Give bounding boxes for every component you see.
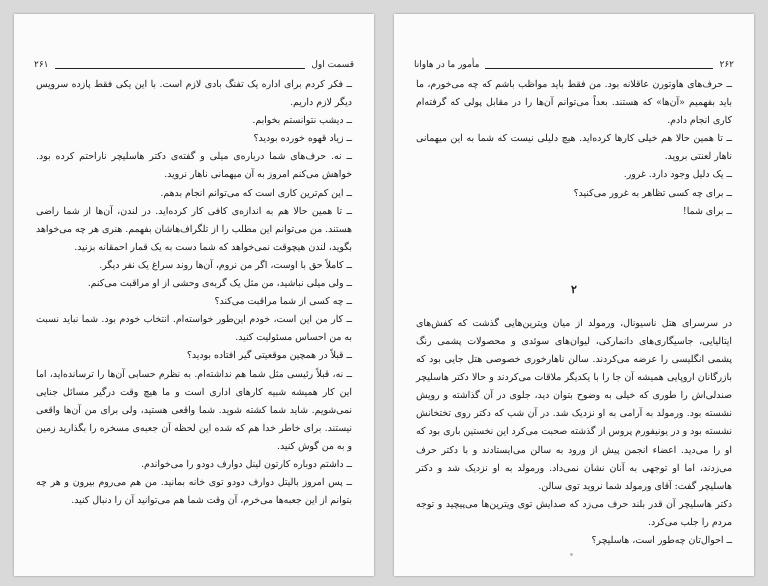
running-title: مأمور ما در هاوانا [414, 60, 480, 70]
left-page-header [34, 58, 354, 72]
paragraph: در سرسرای هتل ناسیونال، ورمولد از میان ویترین‌هایی گذشت که کفش‌های ایتالیایی، جاسیگاری‌های دانمارکی، لیوان‌های سوئدی و محصولات پشمی رنگ پشمی انگلیسی را عرضه می‌کردند. سالن ناهارخوری خصوصی هتل جایی بود که بازرگانان اروپایی همیشه آن جا را با یکدیگر ملاقات می‌کردند و حالا دکتر هاسلیچر صندلی‌اش را طوری که خیلی به وضوح بتوان دید، جلوی در آن گذاشته و رویش نشسته بود. ورمولد به آرامی به او نزدیک شد. در آن شب که دکتر روی تختخانش نشسته بود و در یونیفورم پروس از گذشته صحبت می‌کرد این نخستین باری بود که او را می‌دید. اعضاء انجمن پیش از ورود به سالن می‌ایستادند و با دکتر حرف می‌زدند، اما او توجهی به آنان نشان نمی‌داد. ورمولد به او نزدیک شد و دکتر هاسلیچر گفت: آقای ورمولد شما نروید توی سالن. [416, 317, 732, 492]
paragraph: ــ ولی میلی نباشید، من مثل یک گربه‌ی وحشی از او مراقبت می‌کنم. [87, 278, 352, 290]
left-page [14, 14, 374, 576]
header-rule [485, 61, 713, 69]
left-page-body [36, 76, 352, 510]
paragraph: ــ فکر کردم برای اداره یک تفنگ بادی لازم است. با این یکی فقط پازده سرویس دیگر لازم داریم. [36, 79, 352, 109]
paragraph: ــ دیشب نتوانستم بخوابم. [252, 115, 352, 127]
paragraph: ــ تا همین حالا هم خیلی کارها کرده‌اید. هیچ دلیلی نیست که شما به این میهمانی ناهار لعنتی بروید. [416, 133, 732, 163]
header-rule [55, 61, 306, 69]
paragraph: ــ نه، قبلاً رئیسی مثل شما هم نداشته‌ام. به نظرم حسابی آن‌ها را ترسانده‌اید، اما این کار همیشه شبیه کارهای اداری است و ما هیچ وقت درگیر مسائل جنایی نمی‌شویم. شاید شما کشته شوید. شما واقعی هستید، ولی برای من آن‌ها واقعی نیستند. برای خاطر خدا هم که شده این لحظه آن جعبه‌ی مسخره را بگذارید زمین و به من گوش کنید. [36, 368, 352, 452]
paragraph: ــ برای شما! [682, 205, 732, 217]
paragraph: ــ کار من این است، خودم این‌طور خواسته‌ام. انتخاب خودم بود. شما نباید نسبت به من احساس مسئولیت کنید. [36, 314, 352, 344]
paragraph: دکتر هاسلیچر آن قدر بلند حرف می‌زد که صدایش توی ویترین‌ها می‌پیچید و توجه مردم را جلب می‌کرد. [416, 498, 732, 528]
page-number: ۲۶۲ [719, 60, 734, 70]
paragraph: ــ زیاد قهوه خورده بودید؟ [253, 133, 352, 145]
paragraph: ــ این کم‌ترین کاری است که می‌توانم انجام بدهم. [160, 187, 352, 199]
paragraph: ــ یک دلیل وجود دارد. غرور. [623, 169, 732, 181]
paragraph: ــ حرف‌های هاوتورن عاقلانه بود. من فقط باید مواظب باشم که چه می‌خورم، ما باید بفهمیم «آن‌ها» که هستند. بعداً می‌توانم آن‌ها را در مقابل پولی که گرفته‌ام کاری انجام دادم. [416, 79, 732, 127]
paragraph: ــ برای چه کسی تظاهر به غرور می‌کنید؟ [573, 187, 732, 199]
page-number: ۲۶۱ [34, 60, 49, 70]
right-page [394, 14, 754, 576]
scan-speck [570, 553, 573, 556]
right-page-body [416, 76, 732, 550]
paragraph: ــ چه کسی از شما مراقبت می‌کند؟ [214, 296, 352, 308]
right-page-header [414, 58, 734, 72]
paragraph: ــ کاملاً حق با اوست، اگر من نروم، آن‌ها روند سراغ یک نفر دیگر. [99, 259, 352, 271]
paragraph: ــ نه. حرف‌های شما درباره‌ی میلی و گفته‌ی دکتر هاسلیچر ناراحتم کرده بود. خواهش می‌کنم امروز به آن میهمانی ناهار نروید. [36, 151, 352, 181]
section-number: ۲ [571, 282, 577, 296]
running-title: قسمت اول [311, 60, 354, 70]
paragraph: ــ قبلاً در همچین موقعیتی گیر افتاده بودید؟ [186, 350, 352, 362]
paragraph: ــ احوال‌تان چه‌طور است، هاسلیچر؟ [591, 534, 732, 546]
paragraph: ــ پس امروز بالیتل دوارف دودو توی خانه بمانید. من هم می‌روم بیرون و هر چه بتوانم از این جعبه‌ها می‌خرم، آن وقت شما هم می‌توانید آن را دنبال کنید. [36, 477, 352, 507]
paragraph: ــ تا همین حالا هم به اندازه‌ی کافی کار کرده‌اید. در لندن، آن‌ها از شما راضی هستند. من می‌توانم این مطلب را از تلگراف‌هاشان بفهمم. هنری هر چه می‌خواهد بگوید، لندن هیچوقت نمی‌خواهد که شما دست به یک قمار احمقانه بزنید. [36, 205, 352, 253]
paragraph: ــ داشتم دوباره کارتون لینل دوارف دودو را می‌خواندم. [141, 458, 352, 470]
